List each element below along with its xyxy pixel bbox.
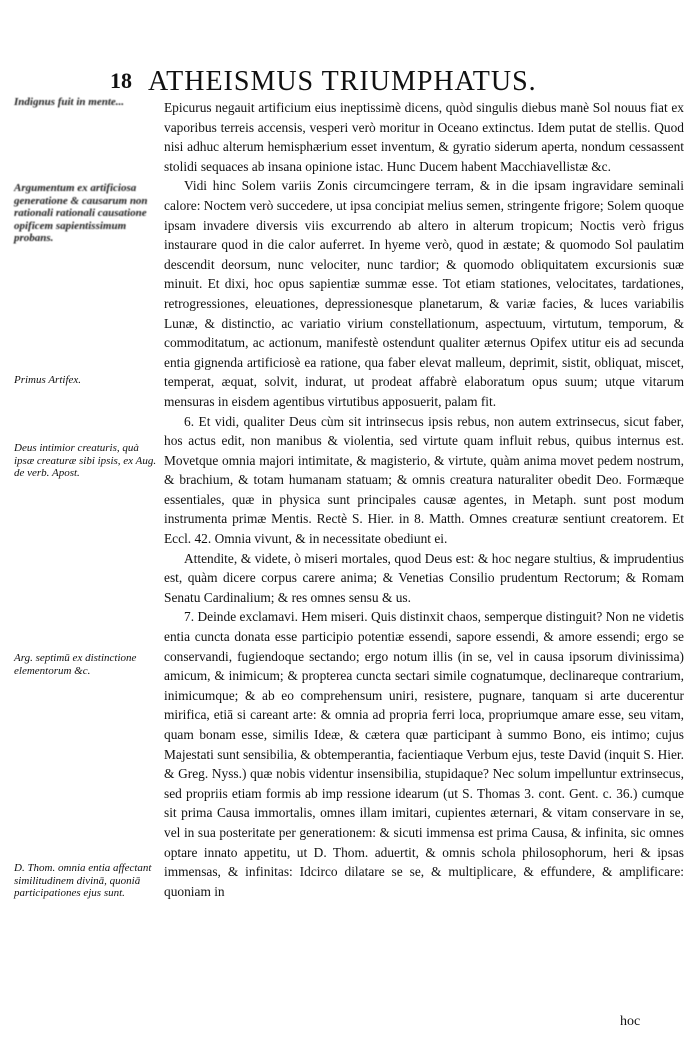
paragraph-5: 7. Deinde exclamavi. Hem miseri. Quis distinxit chaos, semperque distinguit? Non ne videtis entia cuncta donata esse participio potentiæ essendi, sapore essendi, & amore essendi; ergo se conservandi, fugiendoque sectando; ergo notum illis (in se, vel in causa ipsorum divinissima) amicum, & inimicum; & propterea cuncta sectari simile cognatumque, declinareque contrarium, inimicumque; & ab eo comprehensum uniri, resistere, pugnare, tanquam si arte ducerentur mirifica, etiā si careant arte: & omnia ad propria ferri loca, propriumque amare esse, seu vitam, quam bonam esse, similis Ideæ, & cætera quæ participant à summo Bono, eis intimo; cujus Majestati sunt sensibilia, & obtemperantia, facientiaque Verbum ejus, teste David (inquit S. Hier. & Greg. Nyss.) quæ nobis videntur insensibilia, stupidaque? Nec solum impelluntur extrinsecus, sed propriis etiam formis ab imp ressione idearum (ut S. Thomas 3. cont. Gent. c. 36.) cumque sit prima Causa immortalis, omnes illam imitari, cupientes æternari, & vitam conservare in se, vel in sua posteritate per generationem: & sicuti immensa est prima Causa, & infinita, sic omnes optare innato appetitu, ut D. Thom. aduertit, & omnis schola philosophorum, heri & ipsas immensas, & infinitas: Idcirco dilatare se se, & multiplicare, & effundere, & amplificare: quoniam in: [164, 609, 684, 899]
page-header: [110, 66, 670, 98]
margin-note-2: Argumentum ex artificiosa generatione & causarum non rationali rationali causatione opificem sapientissimum probans.: [14, 182, 148, 244]
paragraph-2: Vidi hinc Solem variis Zonis circumcingere terram, & in die ipsam ingravidare seminali calore: Noctem verò succedere, ut ipsa concipiat melius semen, stringente frigore; Solem quoque ipsam invadere diversis viis excurrendo ab altero in alterum tropicum; Noctis verò frigus instaurare quod in die calor auferret. In hyeme verò, quod in æstate; & quomodo Sol paulatim descendit deorsum, nunc velociter, nunc tardior; & quomodo obliquitatem excursionis suæ minuit. Et dixi, hoc opus sapientiæ summæ esse. Tot etiam stationes, velocitates, tardationes, retrogressiones, eleuationes, depressionesque planetarum, & variæ facies, & luces variabilis Lunæ, & distinctio, ac variatio virium constellationum, aspectuum, virtutum, temporum, & commoditatum, ac actionum, manifestè ostendunt qualiter æternus Opifex utitur eis ad secunda entia gignenda artificiosè ea ratione, qua faber elevat malleum, deprimit, sistit, obliquat, miscet, temperat, æquat, solvit, indurat, ut prodeat affabrè elaboratum opus suum; utque vitarum mensuras in eisdem agentibus virtutibus apposuerit, palam fit.: [164, 178, 684, 409]
margin-note-4: Deus intimior creaturis, quà ipsæ creaturæ sibi ipsis, ex Aug. de verb. Apost.: [14, 442, 157, 479]
paragraph-4: Attendite, & videte, ò miseri mortales, quod Deus est: & hoc negare stultius, & imprudentius est, quàm dicere corpus carere anima; & Venetias Consilio prudentum Rectorum; & Romam Senatu Cardinalium; & res omnes sensu & us.: [164, 550, 684, 605]
margin-note-3: Primus Artifex.: [14, 374, 82, 386]
main-text: [164, 98, 684, 1028]
page-number: 18: [110, 68, 132, 93]
margin-note-6: D. Thom. omnia entia affectant similitudinem divinā, quoniā participationes ejus sunt.: [14, 862, 152, 899]
margin-note-1: Indignus fuit in mente...: [14, 96, 125, 108]
paragraph-1: Epicurus negauit artificium eius ineptissimè dicens, quòd singulis diebus manè Sol nouus fiat ex vaporibus terreis accensis, vesperi verò moritur in Oceano extinctus. Idem putat de stellis. Quod nisi adhuc alterum hemisphærium esset inventum, & gyratio siderum aperta, nondum cessassent stolidi sequaces ab insana opinione istac. Hunc Ducem habent Macchiavellistæ &c.: [164, 100, 684, 174]
margin-note-5: Arg. septimū ex distinctione elementorum &c.: [14, 652, 137, 677]
catchword: hoc: [620, 1014, 641, 1029]
running-title: ATHEISMUS TRIUMPHATUS.: [148, 66, 537, 97]
paragraph-3: 6. Et vidi, qualiter Deus cùm sit intrinsecus ipsis rebus, non autem extrinsecus, sicut faber, hos actus edit, non manibus & violentia, sed virtute quam influit rebus, quibus internus est. Movetque omnia majori intimitate, & magisterio, & virtute, quàm anima movet pedem nostrum, & brachium, & totam humanam statuam; & omnis creatura naturaliter obedit Deo. Formæque essentiales, quæ in physica sunt principales causæ agentes, in Metaph. sunt post modum instrumenta primæ Mentis. Rectè S. Hier. in 8. Matth. Omnes creaturæ sentiunt creatorem. Et Eccl. 42. Omnia vivunt, & in necessitate obediunt ei.: [164, 413, 684, 547]
margin-notes: [14, 96, 160, 1026]
